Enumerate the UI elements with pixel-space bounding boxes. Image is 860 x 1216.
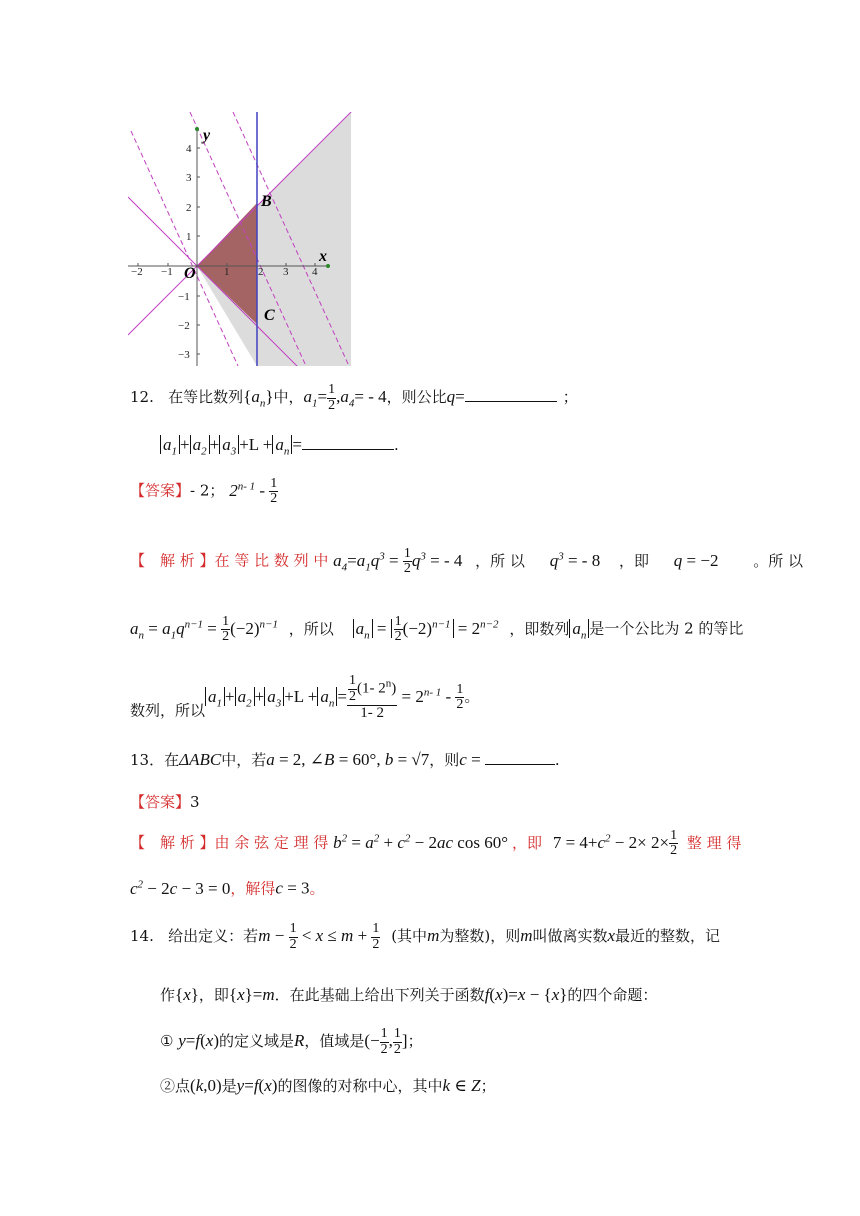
q14-p2b: 是 [221, 1077, 237, 1095]
tick-y-2: 2 [186, 202, 192, 214]
q12-seq-end: 是一个公比为 2 的等比 [589, 619, 744, 638]
q12-analysis-intro: 在 等 比 数 列 中 [214, 551, 329, 570]
q13-blank[interactable] [485, 763, 555, 765]
q12-so2: 。所 以 [753, 551, 804, 570]
q13-answer-value: 3 [190, 793, 200, 811]
q14-l1e: 最近的整数，记 [615, 927, 721, 945]
feasible-region-shade [197, 112, 351, 366]
q12-line4-start: 数列，所以 [130, 701, 206, 720]
q12-analysis-1: 【 解 析 】在 等 比 数 列 中 $a_4=a_1q^3$ = $\frac{1}{2}$ $q^3$ = - 4 ，所 以 $q^3$ = - 8 ，即 q = −2 。所 以 [130, 545, 804, 577]
q12-answer-tag: 【答案】 [130, 481, 191, 500]
tick-y-neg3: −3 [178, 349, 190, 361]
point-label-B: B [261, 193, 272, 210]
y-axis-arrow [195, 127, 199, 131]
q14-l1c: 为整数)，则 [439, 927, 521, 945]
q14-l1b: (其中 [391, 927, 428, 945]
q14-p2d: ； [480, 1077, 496, 1095]
q12-analysis-tag: 【 解 析 】 [130, 551, 215, 570]
q14-l1d: 叫做离实数 [532, 927, 608, 945]
q13-tidy: 整 理 得 [686, 833, 742, 852]
tick-x-neg2: −2 [131, 266, 143, 278]
tick-y-3: 3 [186, 172, 192, 184]
q13-mid1: 中，若 [221, 751, 267, 769]
q14-line-2: 作{x}，即{x}=m．在此基础上给出下列关于函数f(x)=x − {x}的四个命题： [160, 985, 658, 1004]
axis-label-x: x [319, 248, 327, 265]
q14-p1b: 的定义域是 [219, 1032, 295, 1050]
q12-question: 12. 在等比数列$\{a_n\}$中，$a_1=$ $\frac{1}{2}$ $,a_4= - 4$，则公比q= ； [130, 381, 578, 413]
q12-ie: ，即 [618, 551, 649, 570]
tick-x-2: 2 [258, 266, 264, 278]
q13-number: 13．在 [130, 751, 180, 769]
q12-seq: ，即数列 [509, 619, 570, 638]
q13-analysis-tag: 【 解 析 】 [130, 833, 215, 852]
q14-p1a: ① [160, 1032, 174, 1050]
q12-analysis-3: 数列，所以$a_1 + a_2 + a_3 +L + a_n$ = $\frac{1}{2}$ (1- 2$^n$) 1- 2 = $2^{n- 1}$ - $\frac{1}{2}$ 。 [130, 673, 480, 721]
q12-answer: 【答案】- 2； 2$^{n- 1}$ - $\frac{1}{2}$ [130, 475, 278, 507]
q13-stop: 。 [309, 879, 325, 898]
q14-l2b: ，即 [198, 986, 229, 1004]
tick-x-1: 1 [224, 266, 230, 278]
q13-analysis-intro: 由 余 弦 定 理 得 [214, 833, 329, 852]
coordinate-plot [128, 112, 352, 366]
q12-analysis-2: $a_n = a_1q^{n-1}$ = $\frac{1}{2}$ $(-2)^{n-1}$ ，所以 $a_n$ = $\frac{1}{2}$ $(-2)^{n-1} = 2^{n-2}$ ，即数列 $a_n$ 是一个公比为 2 的等比 [130, 613, 744, 645]
q13-analysis-1: 【 解 析 】由 余 弦 定 理 得 $b^2 = a^2 + c^2 - 2ac$ cos 60° ，即 $7 = 4+c^2 - 2\times 2\times$ $\frac{1}{2}$ 整 理 得 [130, 827, 742, 859]
q14-p1d: ； [407, 1032, 423, 1050]
axis-label-y: y [203, 127, 211, 144]
q14-l2a: 作 [160, 986, 176, 1004]
q13-question: 13．在ΔABC中，若a = 2, ∠B = 60°, b = √7，则c = . [130, 750, 560, 769]
graph-figure [128, 112, 352, 366]
q13-answer [130, 790, 200, 814]
q12-mid2: ，则公比 [386, 388, 447, 406]
q12-answer-text: - 2； [190, 481, 225, 500]
q12-end1: ； [562, 388, 578, 406]
q12-sum-line: $a_1 + a_2 + a_3 +L + a_n$ = . [160, 432, 399, 464]
q12-line4-end: 。 [464, 687, 480, 706]
q14-l2c: ．在此基础上给出下列关于函数 [274, 986, 485, 1004]
q14-proposition-2: ②点(k,0)是y=f(x)的图像的对称中心，其中k ∈ Z； [160, 1076, 496, 1095]
q12-so3: ，所以 [288, 619, 334, 638]
tick-y-1: 1 [186, 231, 192, 243]
q14-l1a: 给出定义：若 [168, 927, 259, 945]
q12-blank-2[interactable] [302, 448, 394, 450]
q14-p1c: ，值域是 [304, 1032, 365, 1050]
q13-analysis-2: $c^2 - 2c - 3 = 0$，解得c = 3。 [130, 878, 325, 898]
tick-y-4: 4 [186, 143, 192, 155]
tick-x-neg1: −1 [161, 266, 173, 278]
q13-end: . [554, 751, 560, 769]
point-label-C: C [264, 307, 275, 324]
q12-mid1: 中， [273, 388, 304, 406]
q14-line-1: 14. 给出定义：若m − $\frac{1}{2}$ < x ≤ m + $\frac{1}{2}$ (其中m为整数)，则m叫做离实数x最近的整数，记 [130, 920, 721, 952]
q13-ie: ，即 [512, 833, 543, 852]
q12-intro: 在等比数列 [168, 388, 244, 406]
q14-number: 14. [130, 927, 154, 945]
q12-end2: . [393, 436, 399, 454]
q12-number: 12. [130, 388, 154, 406]
q12-blank-1[interactable] [465, 400, 557, 402]
tick-y-neg1: −1 [178, 291, 190, 303]
q14-p2a: ②点 [160, 1077, 191, 1095]
point-label-O: O [184, 265, 196, 282]
q13-answer-tag: 【答案】 [130, 793, 191, 811]
tick-y-neg2: −2 [178, 320, 190, 332]
q14-proposition-1: ① y=f(x)的定义域是R，值域是(− $\frac{1}{2}$ , $\frac{1}{2}$ ]； [160, 1025, 423, 1057]
q14-l2d: 的四个命题： [567, 986, 658, 1004]
q14-p2c: 的图像的对称中心，其中 [277, 1077, 443, 1095]
q13-solve: ，解得 [230, 879, 276, 898]
q12-so1: ，所 以 [475, 551, 525, 570]
tick-x-3: 3 [283, 266, 289, 278]
tick-x-4: 4 [312, 266, 318, 278]
q13-mid2: ，则 [429, 751, 460, 769]
